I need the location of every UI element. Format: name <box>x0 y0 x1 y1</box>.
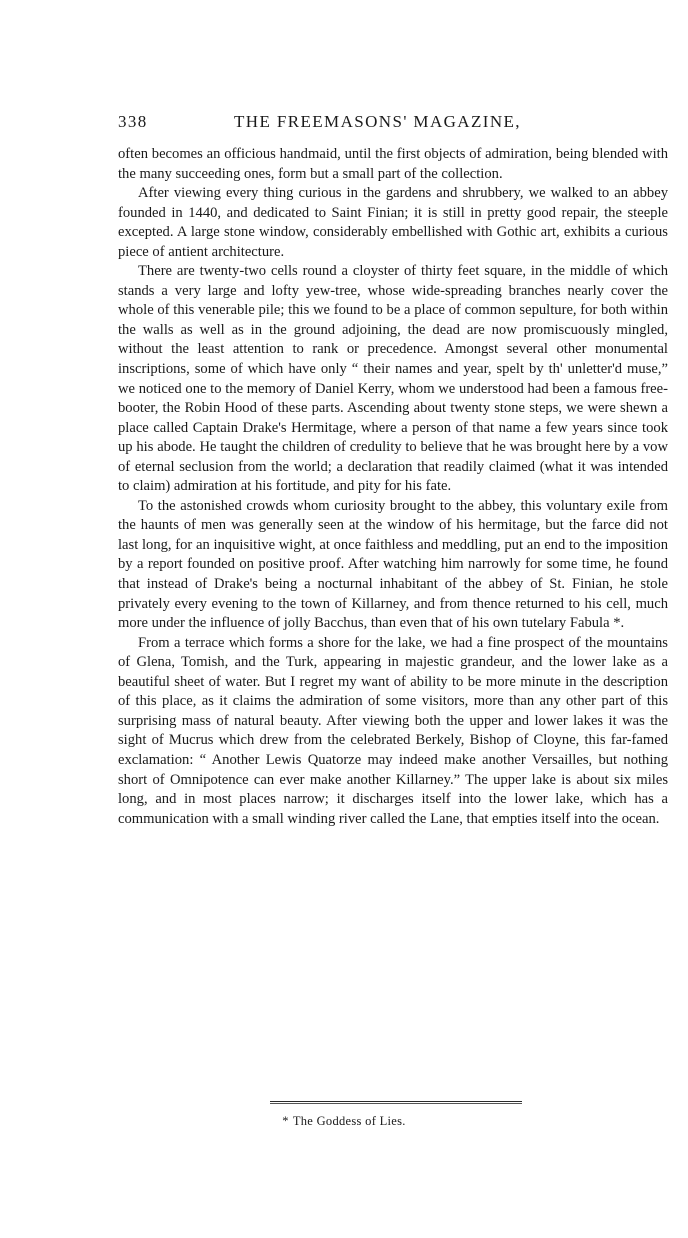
footnote <box>0 1114 688 1129</box>
paragraph-abbey: After viewing every thing curious in the gardens and shrubbery, we walked to an abbey founded in 1440, and dedicated to Saint Finian; it is still in pretty good repair, the steeple excepted. A large stone window, considerably embellished with Gothic art, exhibits a curious piece of antient architecture. <box>118 185 668 260</box>
page-number: 338 <box>118 112 148 131</box>
paragraph-cloyster: There are twenty-two cells round a cloyster of thirty feet square, in the middle of which stands a very large and lofty yew-tree, whose wide-spreading branches nearly cover the whole of this venerable pile; this we found to be a place of common sepulture, for both within the walls as well as in the ground adjoining, the dead are now promiscuously mingled, without the least attention to rank or precedence. Amongst several other monumental inscriptions, some of which have only “ their names and year, spelt by th' unletter'd muse,” we noticed one to the memory of Daniel Kerry, whom we understood had been a famous free-booter, the Robin Hood of these parts. Ascending about twenty stone steps, we were shewn a place called Captain Drake's Hermitage, where a person of that name a few years since took up his abode. He taught the children of credulity to believe that he was brought here by a vow of eternal seclusion from the world; a declaration that readily claimed (what it was intended to claim) admiration at his fortitude, and pity for his fate. <box>118 263 668 495</box>
paragraph-hermit: To the astonished crowds whom curiosity brought to the abbey, this voluntary exile from the haunts of men was generally seen at the window of his hermitage, but the farce did not last long, for an inquisitive wight, at once faithless and meddling, put an end to the imposition by a report founded on positive proof. After watching him narrowly for some time, he found that instead of Drake's being a nocturnal inhabitant of the abbey of St. Finian, he stole privately every evening to the town of Killarney, and from thence returned to his cell, much more under the influence of jolly Bacchus, than even that of his own tutelary Fabula *. <box>118 497 668 632</box>
paragraph-continued: often becomes an officious handmaid, until the first objects of admiration, being blended with the many succeeding ones, form but a small part of the collection. <box>118 146 668 182</box>
page-header <box>118 112 670 142</box>
running-title: THE FREEMASONS' MAGAZINE, <box>234 112 521 131</box>
footnote-text: The Goddess of Lies. <box>292 1114 406 1128</box>
article-body <box>118 145 668 829</box>
paragraph-terrace: From a terrace which forms a shore for the lake, we had a fine prospect of the mountains of Glena, Tomish, and the Turk, appearing in majestic grandeur, and the lower lake as a beautiful sheet of water. But I regret my want of ability to be more minute in the description of this place, as it claims the admiration of some visitors, more than any other part of this surprising mass of natural beauty. After viewing both the upper and lower lakes it was the sight of Mucrus which drew from the celebrated Berkely, Bishop of Cloyne, this far-famed exclamation: “ Another Lewis Quatorze may indeed make another Versailles, but nothing short of Omnipotence can ever make another Killarney.” The upper lake is about six miles long, and in most places narrow; it discharges itself into the lower lake, which has a communication with a small winding river called the Lane, that empties itself into the ocean. <box>118 634 668 827</box>
footnote-divider <box>270 1101 522 1104</box>
footnote-marker: * <box>282 1114 289 1128</box>
